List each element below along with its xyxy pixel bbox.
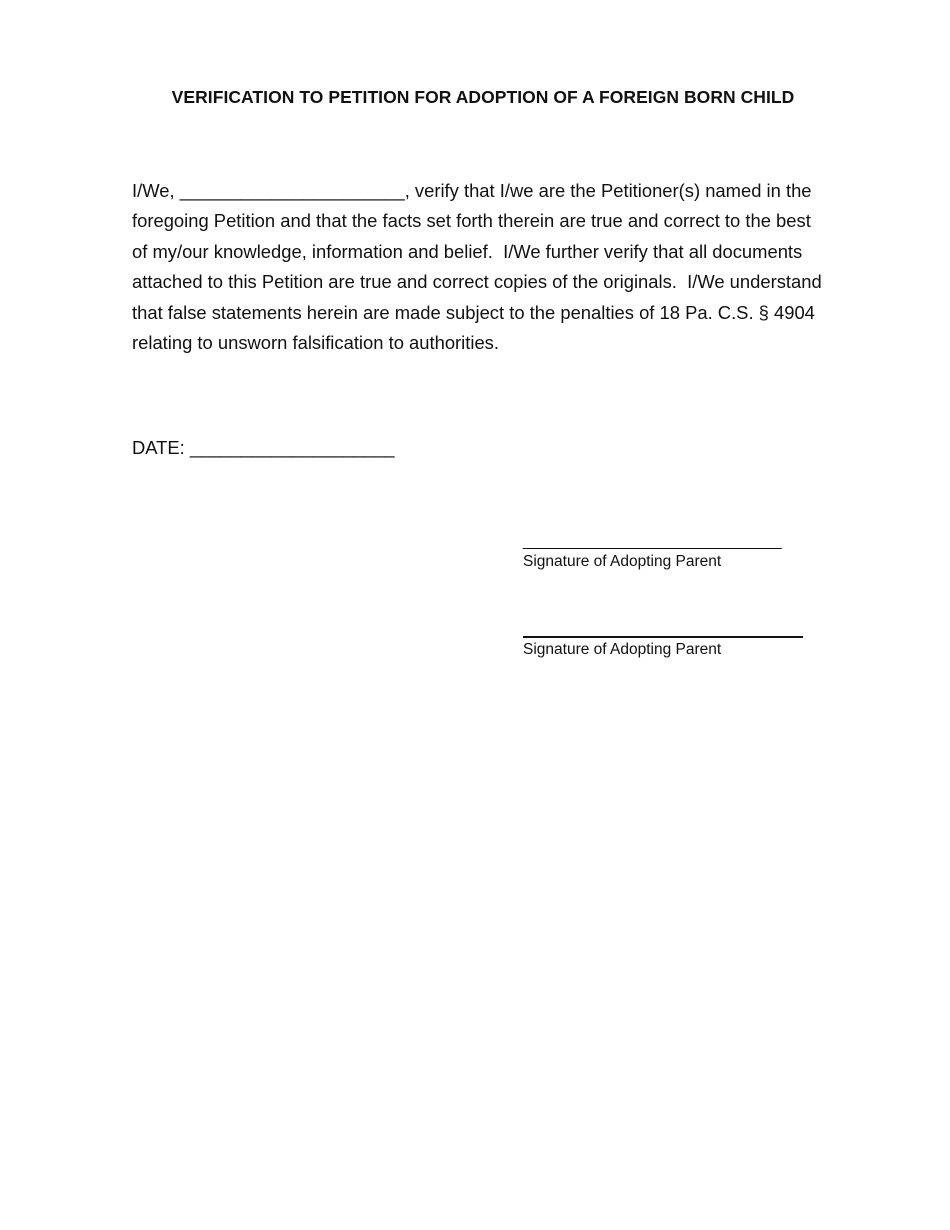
signature-label-2: Signature of Adopting Parent xyxy=(523,641,722,658)
verification-paragraph xyxy=(132,176,852,358)
signature-line-1: ______________________________ xyxy=(523,533,782,550)
paragraph-line: I/We, ______________________, verify that I/we are the Petitioner(s) named in the xyxy=(132,180,812,201)
paragraph-line: attached to this Petition are true and correct copies of the originals. I/We understand xyxy=(132,271,822,293)
paragraph-line: of my/our knowledge, information and belief. I/We further verify that all documents xyxy=(132,240,803,262)
paragraph-line: relating to unsworn falsification to authorities. xyxy=(132,332,499,354)
signature-block-1 xyxy=(523,532,813,572)
signature-label-1: Signature of Adopting Parent xyxy=(523,553,722,570)
document-title: VERIFICATION TO PETITION FOR ADOPTION OF A FOREIGN BORN CHILD xyxy=(171,87,795,107)
date-field-line: DATE: ____________________ xyxy=(132,437,395,458)
paragraph-line: foregoing Petition and that the facts set forth therein are true and correct to the best xyxy=(132,210,811,232)
signature-block-2 xyxy=(523,620,813,660)
signature-line-2 xyxy=(523,636,803,638)
paragraph-line: that false statements herein are made subject to the penalties of 18 Pa. C.S. § 4904 xyxy=(132,301,815,323)
